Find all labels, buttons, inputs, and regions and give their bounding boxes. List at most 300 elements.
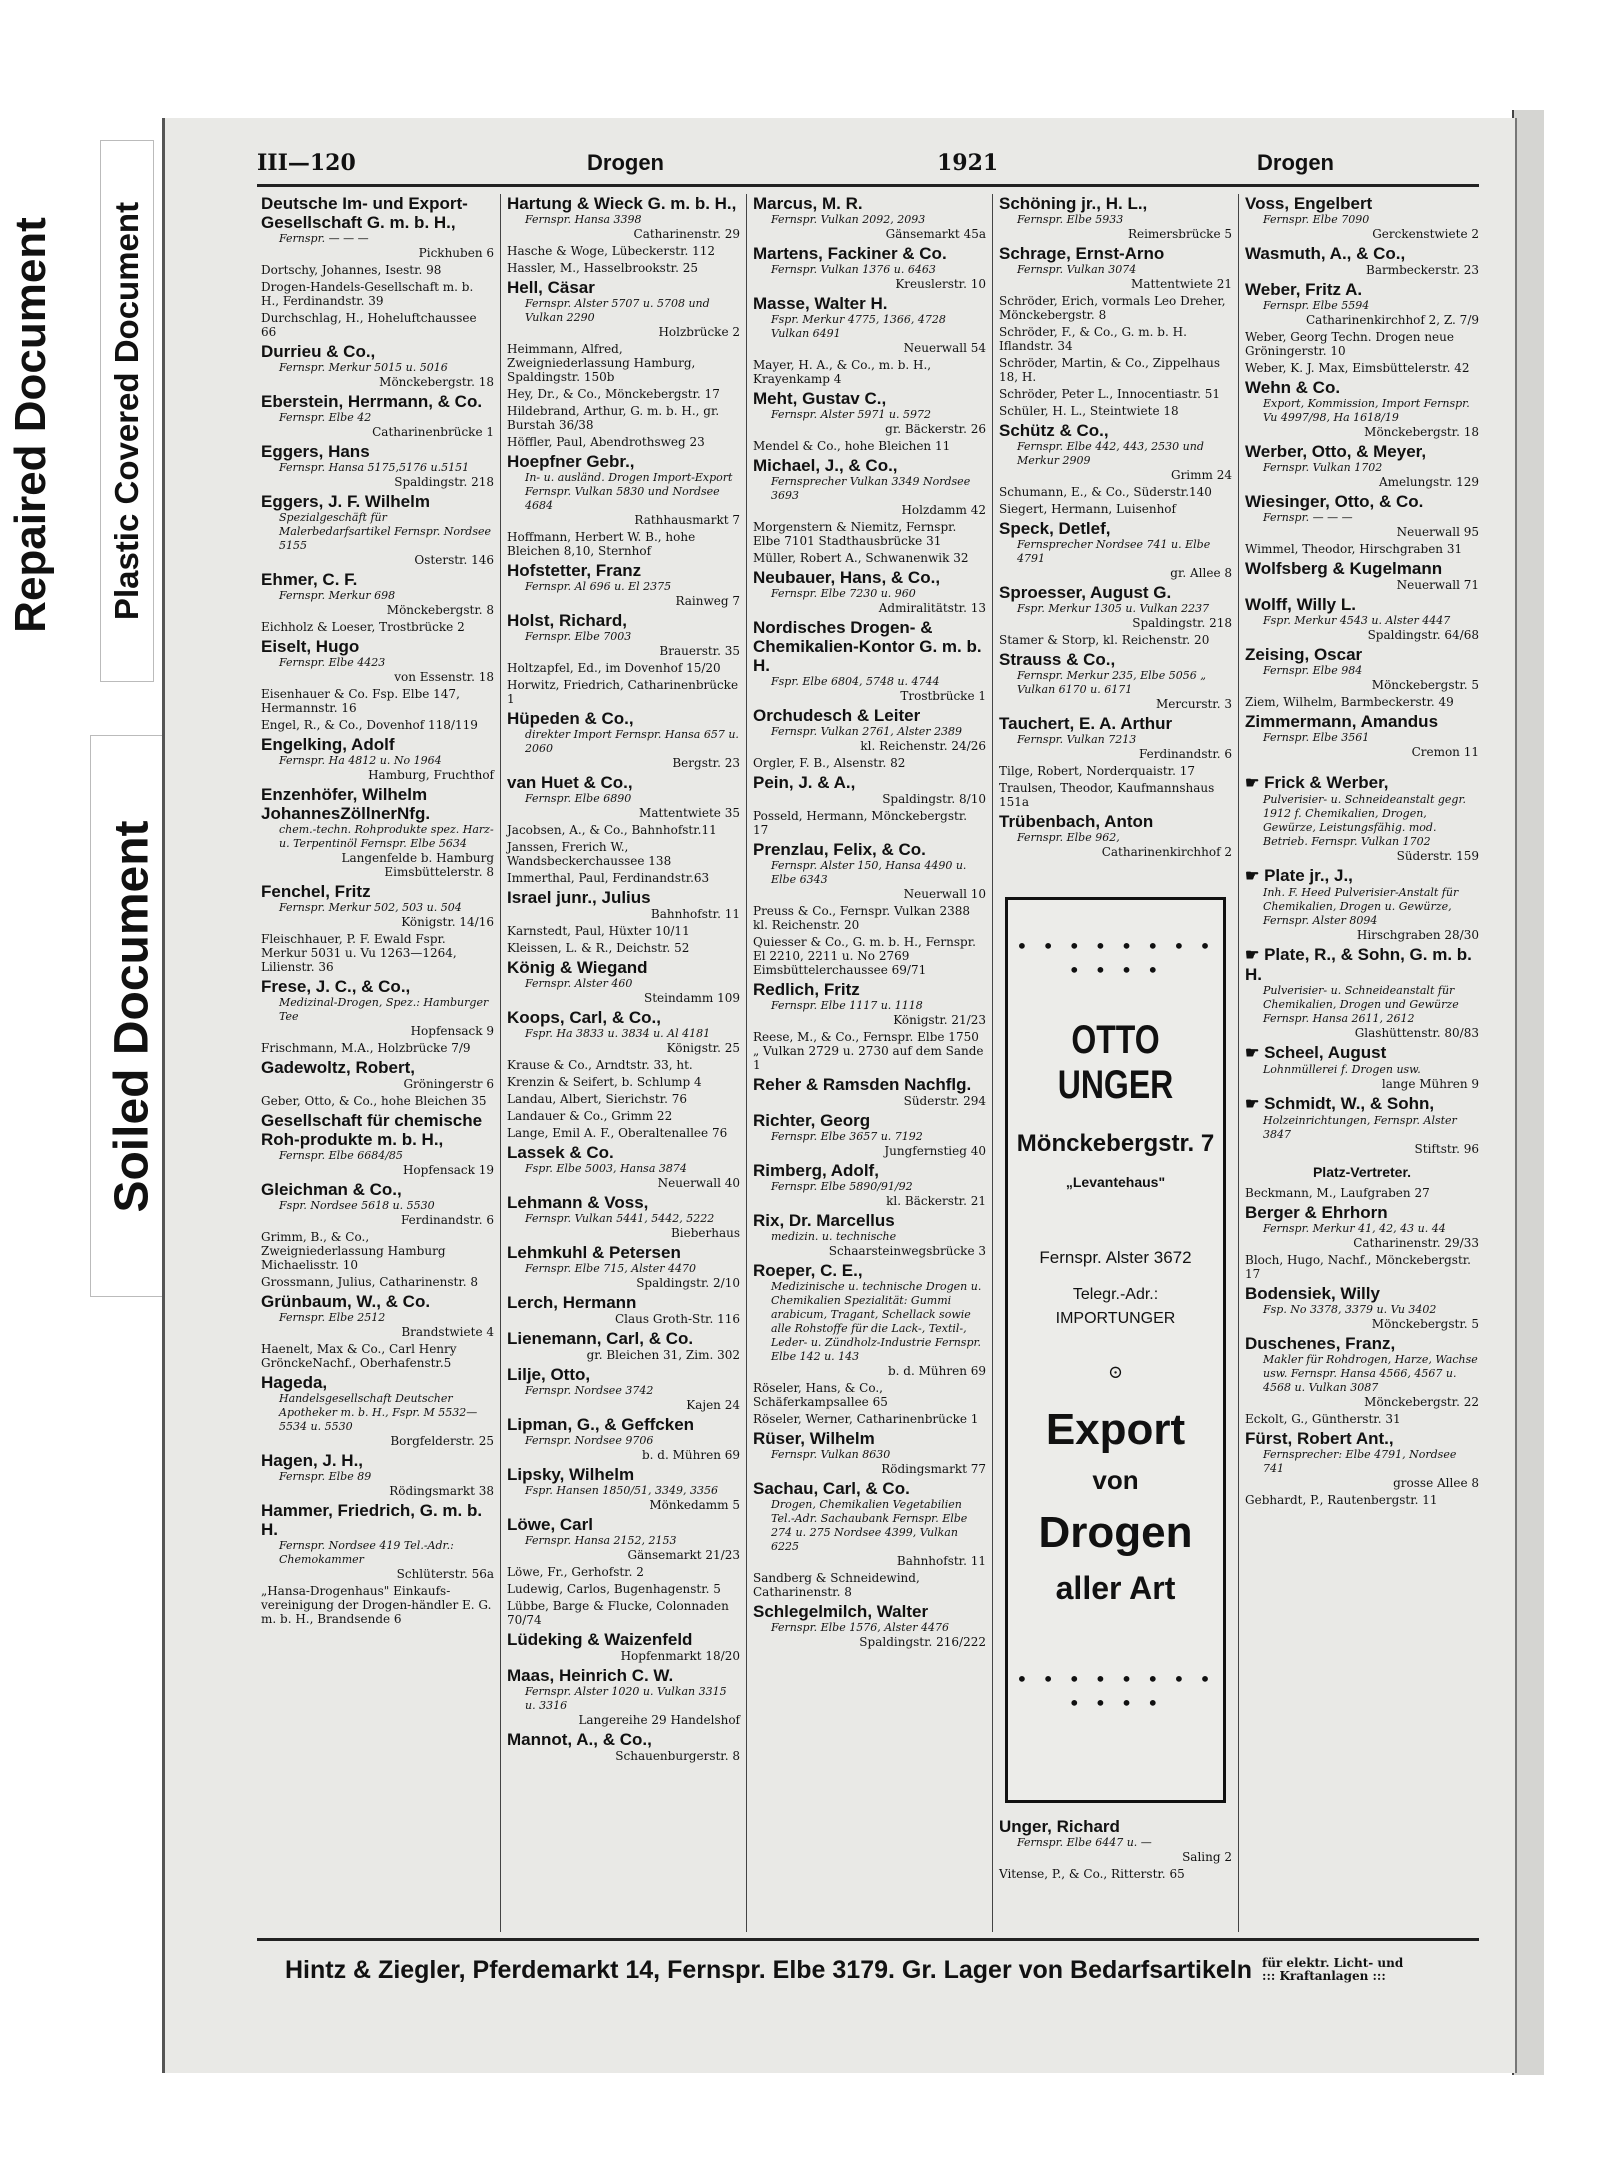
entry-phone: Export, Kommission, Import Fernspr. Vu 4997/98, Ha 1618/19 <box>1263 397 1470 424</box>
directory-entry <box>261 1275 494 1289</box>
entry-address: Mönckebergstr. 5 <box>1371 1317 1479 1331</box>
entry-address: Admiralitätstr. 13 <box>878 601 986 615</box>
entry-phone: Fernspr. Vulkan 2761, Alster 2389 <box>771 725 963 738</box>
directory-entry <box>1245 330 1479 358</box>
entry-phone: Fernspr. Alster 5707 u. 5708 und Vulkan 2290 <box>525 297 710 324</box>
directory-entry <box>507 530 740 558</box>
entry-name <box>1245 945 1479 984</box>
column-5-agents <box>1245 1186 1479 1507</box>
directory-entry <box>753 1261 986 1378</box>
entry-name: Fenchel, Fritz <box>261 882 371 901</box>
entry-phone: Fernspr. Elbe 2512 <box>279 1311 386 1324</box>
directory-entry <box>261 442 494 489</box>
directory-entry <box>507 1293 740 1326</box>
directory-entry <box>999 781 1232 809</box>
entry-address: Trostbrücke 1 <box>900 689 986 703</box>
entry-name: Schöning jr., H. L., <box>999 194 1148 213</box>
entry-phone: Fernspr. Elbe 984 <box>1263 664 1363 677</box>
entry-phone: Fernspr. Nordsee 9706 <box>525 1434 654 1447</box>
entry-line: Ludewig, Carlos, Bugenhagenstr. 5 <box>507 1582 721 1596</box>
entry-address: Stiftstr. 96 <box>1414 1142 1479 1156</box>
directory-entry <box>753 568 986 615</box>
entry-line: Höffler, Paul, Abendrothsweg 23 <box>507 435 705 449</box>
pointing-hand-icon: ☛ <box>1245 868 1260 885</box>
entry-address: kl. Reichenstr. 24/26 <box>860 739 986 753</box>
entry-phone: Fernspr. Al 696 u. El 2375 <box>525 580 672 593</box>
entry-address: Catharinenstr. 29/33 <box>1353 1236 1479 1250</box>
entry-line: Schumann, E., & Co., Süderstr.140 <box>999 485 1212 499</box>
entry-name: Hofstetter, Franz <box>507 561 642 580</box>
entry-address: Pickhuben 6 <box>418 246 494 260</box>
directory-entry <box>999 502 1232 516</box>
entry-name: Engelking, Adolf <box>261 735 395 754</box>
columns <box>255 194 1485 1932</box>
ad-street: Mönckebergstr. 7 <box>1016 1130 1215 1157</box>
entry-phone: Fernspr. Vulkan 2092, 2093 <box>771 213 926 226</box>
directory-entry <box>507 709 740 770</box>
entry-address: Kreuslerstr. 10 <box>895 277 986 291</box>
section-title-right: Drogen <box>1257 150 1334 175</box>
entry-line: Heimmann, Alfred, Zweigniederlassung Hamburg, Spaldingstr. 150b <box>507 342 696 384</box>
entry-line: Beckmann, M., Laufgraben 27 <box>1245 1186 1430 1200</box>
entry-address: Brauerstr. 35 <box>659 644 740 658</box>
directory-entry <box>261 735 494 782</box>
directory-entry <box>1245 1043 1479 1091</box>
directory-entry <box>261 1501 494 1581</box>
directory-entry <box>753 773 986 806</box>
entry-line: Hassler, M., Hasselbrookstr. 25 <box>507 261 698 275</box>
directory-entry <box>507 1143 740 1190</box>
entry-phone: Fernspr. Elbe 962, <box>1017 831 1120 844</box>
entry-line: Sandberg & Schneidewind, Catharinenstr. 8 <box>753 1571 920 1599</box>
directory-entry <box>507 1365 740 1412</box>
entry-name: Orchudesch & Leiter <box>753 706 921 725</box>
entry-address: kl. Bäckerstr. 21 <box>886 1194 986 1208</box>
column-2 <box>501 194 747 1932</box>
directory-entry <box>507 1465 740 1512</box>
entry-phone: Fernspr. Vulkan 7213 <box>1017 733 1137 746</box>
entry-address: Catharinenstr. 29 <box>633 227 740 241</box>
entry-address: Catharinenkirchhof 2 <box>1101 845 1232 859</box>
entry-line: Kleissen, L. & R., Deichstr. 52 <box>507 941 690 955</box>
entry-line: Holtzapfel, Ed., im Dovenhof 15/20 <box>507 661 721 675</box>
entry-name: Fürst, Robert Ant., <box>1245 1429 1394 1448</box>
entry-address: Brandstwiete 4 <box>401 1325 494 1339</box>
entry-name: Strauss & Co., <box>999 650 1116 669</box>
entry-line: Weber, K. J. Max, Eimsbüttelerstr. 42 <box>1245 361 1470 375</box>
directory-entry <box>261 392 494 439</box>
entry-name: Neubauer, Hans, & Co., <box>753 568 941 587</box>
entry-name-text: Frick & Werber, <box>1264 773 1389 792</box>
entry-name: Lassek & Co. <box>507 1143 614 1162</box>
entry-line: Krenzin & Seifert, b. Schlump 4 <box>507 1075 702 1089</box>
entry-name: Voss, Engelbert <box>1245 194 1373 213</box>
entry-address: Spaldingstr. 216/222 <box>859 1635 986 1649</box>
directory-entry <box>999 325 1232 353</box>
entry-name: Rix, Dr. Marcellus <box>753 1211 895 1230</box>
entry-phone: Fernspr. Elbe 7003 <box>525 630 632 643</box>
entry-address: Rathhausmarkt 7 <box>634 513 740 527</box>
entry-address: Spaldingstr. 2/10 <box>636 1276 740 1290</box>
entry-line: Bloch, Hugo, Nachf., Mönckebergstr. 17 <box>1245 1253 1471 1281</box>
directory-entry <box>1245 1284 1479 1331</box>
entry-phone: Fernspr. Nordsee 419 Tel.-Adr.: Chemokammer <box>279 1539 454 1566</box>
entry-phone: Fernspr. Vulkan 3074 <box>1017 263 1137 276</box>
directory-entry <box>999 387 1232 401</box>
entry-name: Schlegelmilch, Walter <box>753 1602 929 1621</box>
entry-name: Werber, Otto, & Meyer, <box>1245 442 1427 461</box>
directory-entry <box>1245 1253 1479 1281</box>
entry-name: Holst, Richard, <box>507 611 627 630</box>
directory-entry <box>753 840 986 901</box>
entry-phone: Holzeinrichtungen, Fernspr. Alster 3847 <box>1263 1114 1457 1141</box>
entry-phone: Fspr. Nordsee 5618 u. 5530 <box>279 1199 435 1212</box>
entry-name: Lerch, Hermann <box>507 1293 637 1312</box>
entry-phone: Fernsprecher: Elbe 4791, Nordsee 741 <box>1263 1448 1457 1475</box>
column-4-entries-after-ad <box>999 1817 1232 1881</box>
entry-address: Claus Groth-Str. 116 <box>614 1312 740 1326</box>
directory-entry <box>507 1599 740 1627</box>
entry-address: Osterstr. 146 <box>414 553 494 567</box>
directory-entry <box>753 439 986 453</box>
entry-line: Schüler, H. L., Steintwiete 18 <box>999 404 1179 418</box>
directory-entry <box>507 1515 740 1562</box>
entry-line: Gebhardt, P., Rautenbergstr. 11 <box>1245 1493 1438 1507</box>
page-number: III—120 <box>257 150 356 176</box>
entry-line: Schröder, F., & Co., G. m. b. H. Iflandstr. 34 <box>999 325 1187 353</box>
entry-name: Meht, Gustav C., <box>753 389 887 408</box>
directory-entry <box>1245 1094 1479 1156</box>
directory-entry <box>507 1730 740 1763</box>
entry-line: Hasche & Woge, Lübeckerstr. 112 <box>507 244 716 258</box>
entry-phone: Fsp. No 3378, 3379 u. Vu 3402 <box>1263 1303 1437 1316</box>
entry-name: Rimberg, Adolf, <box>753 1161 879 1180</box>
directory-entry <box>261 1111 494 1177</box>
entry-address: Mönkedamm 5 <box>649 1498 740 1512</box>
entry-line: Morgenstern & Niemitz, Fernspr. Elbe 7101 Stadthausbrücke 31 <box>753 520 957 548</box>
entry-phone: Fernspr. Alster 150, Hansa 4490 u. Elbe 6343 <box>771 859 967 886</box>
footer-rule <box>257 1938 1479 1941</box>
entry-line: Traulsen, Theodor, Kaufmannshaus 151a <box>999 781 1215 809</box>
directory-entry <box>507 1582 740 1596</box>
entry-phone: Fernspr. Merkur 235, Elbe 5056 „ Vulkan 6170 u. 6171 <box>1017 669 1206 696</box>
directory-entry <box>1245 1334 1479 1409</box>
entry-line: Immerthal, Paul, Ferdinandstr.63 <box>507 871 710 885</box>
entry-name: Schrage, Ernst-Arno <box>999 244 1165 263</box>
entry-name <box>1245 773 1479 793</box>
entry-name: Hell, Cäsar <box>507 278 595 297</box>
entry-name: Zeising, Oscar <box>1245 645 1363 664</box>
entry-line: Löwe, Fr., Gerhofstr. 2 <box>507 1565 644 1579</box>
entry-line: Hey, Dr., & Co., Mönckebergstr. 17 <box>507 387 720 401</box>
directory-entry <box>507 244 740 258</box>
entry-name: Hartung & Wieck G. m. b. H., <box>507 194 737 213</box>
directory-entry <box>507 611 740 658</box>
entry-address: b. d. Mühren 69 <box>641 1448 740 1462</box>
column-3 <box>747 194 993 1932</box>
entry-address: Süderstr. 159 <box>1396 849 1479 863</box>
entry-address: Hamburg, Fruchthof <box>368 768 494 782</box>
entry-line: Schröder, Martin, & Co., Zippelhaus 18, H. <box>999 356 1221 384</box>
directory-entry <box>507 924 740 938</box>
directory-entry <box>507 1630 740 1663</box>
entry-address: Ferdinandstr. 6 <box>401 1213 494 1227</box>
directory-entry <box>999 650 1232 711</box>
entry-line: Horwitz, Friedrich, Catharinenbrücke 1 <box>507 678 739 706</box>
entry-address: Mattentwiete 35 <box>639 806 740 820</box>
entry-phone: Handelsgesellschaft Deutscher Apotheker m. b. H., Fspr. M 5532—5534 u. 5530 <box>279 1392 478 1433</box>
directory-entry <box>261 1292 494 1339</box>
entry-address: Bieberhaus <box>670 1226 740 1240</box>
ad-company-name: OTTO UNGER <box>1057 1018 1174 1107</box>
entry-name: Eberstein, Herrmann, & Co. <box>261 392 483 411</box>
entry-address: Mönckebergstr. 18 <box>1364 425 1479 439</box>
entry-name: Ehmer, C. F. <box>261 570 358 589</box>
entry-address: Jungfernstieg 40 <box>884 1144 986 1158</box>
directory-entry <box>753 1602 986 1649</box>
entry-address: Schlüterstr. 56a <box>396 1567 494 1581</box>
directory-entry <box>1245 1412 1479 1426</box>
directory-entry <box>999 812 1232 859</box>
entry-address: Neuerwall 95 <box>1396 525 1479 539</box>
ad-von: von <box>1092 1465 1139 1495</box>
pointing-hand-icon: ☛ <box>1245 1045 1260 1062</box>
directory-entry <box>999 519 1232 580</box>
entry-address: Glashüttenstr. 80/83 <box>1354 1026 1479 1040</box>
directory-entry <box>753 194 986 241</box>
entry-line: Jacobsen, A., & Co., Bahnhofstr.11 <box>507 823 717 837</box>
entry-name: Wasmuth, A., & Co., <box>1245 244 1406 263</box>
entry-line: Drogen-Handels-Gesellschaft m. b. H., Ferdinandstr. 39 <box>261 280 474 308</box>
directory-entry <box>507 561 740 608</box>
entry-address: Catharinenkirchhof 2, Z. 7/9 <box>1305 313 1479 327</box>
entry-name <box>1245 1043 1479 1063</box>
ad-dots-top: • • • • • • • • • • • • <box>1016 934 1215 982</box>
entry-name: Hageda, <box>261 1373 328 1392</box>
directory-entry <box>261 1230 494 1272</box>
entry-phone: Fernspr. Alster 1020 u. Vulkan 3315 u. 3316 <box>525 1685 727 1712</box>
entry-line: Engel, R., & Co., Dovenhof 118/119 <box>261 718 478 732</box>
footer-ad-main: Hintz & Ziegler, Pferdemarkt 14, Fernspr. Elbe 3179. Gr. Lager von Bedarfsartikeln <box>285 1955 1253 1984</box>
directory-entry <box>261 637 494 684</box>
entry-line: Hildebrand, Arthur, G. m. b. H., gr. Burstah 36/38 <box>507 404 720 432</box>
entry-name-text: Plate, R., & Sohn, G. m. b. H. <box>1245 945 1472 984</box>
entry-address: Spaldingstr. 64/68 <box>1367 628 1479 642</box>
entry-line: Reese, M., & Co., Fernspr. Elbe 1750 „ Vulkan 2729 u. 2730 auf dem Sande 1 <box>753 1030 984 1072</box>
directory-entry <box>753 389 986 436</box>
entry-line: Weber, Georg Techn. Drogen neue Gröningerstr. 10 <box>1245 330 1454 358</box>
entry-phone: Fspr. Hansen 1850/51, 3349, 3356 <box>525 1484 719 1497</box>
entry-name: Trübenbach, Anton <box>999 812 1154 831</box>
entry-address: Spaldingstr. 218 <box>1132 616 1232 630</box>
directory-entry <box>261 342 494 389</box>
entry-phone: Fernspr. — — — <box>279 232 369 245</box>
directory-entry <box>507 1126 740 1140</box>
directory-entry <box>261 1180 494 1227</box>
directory-entry <box>507 342 740 384</box>
directory-entry <box>507 871 740 885</box>
column-5-ads <box>1245 773 1479 1156</box>
directory-entry <box>261 620 494 634</box>
entry-phone: Fspr. Merkur 4543 u. Alster 4447 <box>1263 614 1451 627</box>
entry-phone: Fernspr. Elbe 6890 <box>525 792 632 805</box>
directory-entry <box>507 1075 740 1089</box>
entry-phone: Pulverisier- u. Schneideanstalt für Chemikalien, Drogen und Gewürze Fernspr. Hansa 2611, 2612 <box>1263 984 1459 1025</box>
directory-entry <box>753 1381 986 1409</box>
column-1 <box>255 194 501 1932</box>
entry-line: Landauer & Co., Grimm 22 <box>507 1109 673 1123</box>
entry-name: Lüdeking & Waizenfeld <box>507 1630 693 1649</box>
directory-entry <box>1245 695 1479 709</box>
entry-address: Holzbrücke 2 <box>658 325 740 339</box>
entry-address: Ferdinandstr. 6 <box>1139 747 1232 761</box>
repaired-document-label: Repaired Document <box>0 165 62 685</box>
entry-phone: Fernspr. Elbe 5933 <box>1017 213 1124 226</box>
header-rule <box>257 184 1479 187</box>
entry-name-text: Schmidt, W., & Sohn, <box>1264 1094 1435 1113</box>
entry-phone: Fernsprecher Vulkan 3349 Nordsee 3693 <box>771 475 971 502</box>
entry-name <box>1245 866 1479 886</box>
entry-phone: Lohnmüllerei f. Drogen usw. <box>1263 1063 1421 1076</box>
entry-address: Süderstr. 294 <box>903 1094 986 1108</box>
entry-name: Lehmkuhl & Petersen <box>507 1243 681 1262</box>
directory-entry <box>1245 194 1479 241</box>
directory-entry <box>261 1373 494 1448</box>
otto-unger-advertisement <box>1005 897 1226 1803</box>
entry-name: Prenzlau, Felix, & Co. <box>753 840 926 859</box>
entry-line: Durchschlag, H., Hoheluftchaussee 66 <box>261 311 477 339</box>
directory-entry <box>753 358 986 386</box>
entry-name: Enzenhöfer, Wilhelm JohannesZöllnerNfg. <box>261 785 431 823</box>
directory-entry <box>507 387 740 401</box>
entry-phone: Fernspr. Elbe 1576, Alster 4476 <box>771 1621 949 1634</box>
directory-entry <box>999 404 1232 418</box>
entry-name: Marcus, M. R. <box>753 194 863 213</box>
entry-name: Weber, Fritz A. <box>1245 280 1363 299</box>
entry-name: Wehn & Co. <box>1245 378 1341 397</box>
entry-address: Hopfenmarkt 18/20 <box>620 1649 740 1663</box>
entry-address: Barmbeckerstr. 23 <box>1366 263 1479 277</box>
entry-name-text: Plate jr., J., <box>1264 866 1353 885</box>
entry-name: Lienemann, Carl, & Co. <box>507 1329 694 1348</box>
entry-line: Vitense, P., & Co., Ritterstr. 65 <box>999 1867 1185 1881</box>
directory-entry <box>507 941 740 955</box>
directory-entry <box>1245 945 1479 1040</box>
directory-entry <box>1245 773 1479 863</box>
entry-address: von Essenstr. 18 <box>394 670 494 684</box>
entry-address: Rödingsmarkt 38 <box>389 1484 494 1498</box>
directory-entry <box>1245 1203 1479 1250</box>
entry-address: Saling 2 <box>1182 1850 1232 1864</box>
directory-entry <box>1245 361 1479 375</box>
directory-entry <box>999 294 1232 322</box>
entry-name: van Huet & Co., <box>507 773 633 792</box>
entry-phone: Fernspr. Elbe 5594 <box>1263 299 1370 312</box>
directory-entry <box>261 492 494 567</box>
directory-entry <box>753 935 986 977</box>
directory-entry <box>753 1211 986 1258</box>
entry-phone: Inh. F. Heed Pulverisier-Anstalt für Chemikalien, Drogen u. Gewürze, Fernspr. Alster 8094 <box>1263 886 1459 927</box>
directory-entry <box>261 882 494 929</box>
directory-entry <box>507 823 740 837</box>
page-header <box>257 150 1477 180</box>
entry-address: Mönckebergstr. 22 <box>1364 1395 1479 1409</box>
entry-address: grosse Allee 8 <box>1393 1476 1479 1490</box>
entry-phone: Fspr. Elbe 6804, 5748 u. 4744 <box>771 675 940 688</box>
entry-phone: Medizinal-Drogen, Spez.: Hamburger Tee <box>279 996 489 1023</box>
entry-name: Grünbaum, W., & Co. <box>261 1292 431 1311</box>
pointing-hand-icon: ☛ <box>1245 1096 1260 1113</box>
entry-phone: Fernspr. Elbe 715, Alster 4470 <box>525 1262 696 1275</box>
directory-entry <box>999 421 1232 482</box>
directory-entry <box>1245 1186 1479 1200</box>
entry-address: Königstr. 21/23 <box>893 1013 986 1027</box>
entry-phone: Fernspr. Hansa 2152, 2153 <box>525 1534 677 1547</box>
entry-phone: Pulverisier- u. Schneideanstalt gegr. 1912 f. Chemikalien, Drogen, Gewürze, Leistungsfähig. mod. Betrieb. Fernspr. Vulkan 1702 <box>1263 793 1467 848</box>
directory-entry <box>507 1058 740 1072</box>
entry-phone: Fspr. Merkur 4775, 1366, 4728 Vulkan 6491 <box>771 313 946 340</box>
entry-phone: Makler für Rohdrogen, Harze, Wachse usw. Fernspr. Hansa 4566, 4567 u. 4568 u. Vulkan 3087 <box>1263 1353 1478 1394</box>
entry-line: Lübbe, Barge & Flucke, Colonnaden 70/74 <box>507 1599 729 1627</box>
entry-name: Lipman, G., & Geffcken <box>507 1415 695 1434</box>
entry-line: Frischmann, M.A., Holzbrücke 7/9 <box>261 1041 471 1055</box>
directory-entry <box>999 714 1232 761</box>
entry-address: Langereihe 29 Handelshof <box>578 1713 740 1727</box>
entry-phone: Fernspr. Merkur 5015 u. 5016 <box>279 361 448 374</box>
entry-name: Gadewoltz, Robert, <box>261 1058 415 1077</box>
directory-entry <box>261 977 494 1038</box>
section-title-left: Drogen <box>587 150 664 175</box>
directory-entry <box>753 618 986 703</box>
entry-address: Spaldingstr. 8/10 <box>882 792 986 806</box>
entry-address: Königstr. 25 <box>666 1041 740 1055</box>
ad-dots-bottom: • • • • • • • • • • • • <box>1016 1667 1215 1715</box>
pointing-hand-icon: ☛ <box>1245 775 1260 792</box>
entry-line: Eckolt, G., Güntherstr. 31 <box>1245 1412 1401 1426</box>
ad-aller-art: aller Art <box>1055 1570 1176 1606</box>
entry-name: Wiesinger, Otto, & Co. <box>1245 492 1424 511</box>
entry-name: Durrieu & Co., <box>261 342 376 361</box>
ad-building: „Levantehaus" <box>1065 1174 1166 1190</box>
entry-phone: Fernspr. Merkur 41, 42, 43 u. 44 <box>1263 1222 1446 1235</box>
entry-line: Janssen, Frerich W., Wandsbeckerchaussee 138 <box>507 840 672 868</box>
directory-entry <box>753 1429 986 1476</box>
directory-entry <box>261 311 494 339</box>
entry-line: Orgler, F. B., Alsenstr. 82 <box>753 756 906 770</box>
entry-line: Posseld, Hermann, Mönckebergstr. 17 <box>753 809 968 837</box>
ad-phone: Fernspr. Alster 3672 <box>1039 1248 1192 1267</box>
directory-entry <box>753 244 986 291</box>
entry-line: Mendel & Co., hohe Bleichen 11 <box>753 439 951 453</box>
directory-entry <box>507 840 740 868</box>
ad-telegram-label: Telegr.-Adr.: <box>1072 1286 1159 1303</box>
entry-address: Catharinenbrücke 1 <box>372 425 494 439</box>
directory-entry <box>753 1111 986 1158</box>
directory-entry <box>507 661 740 675</box>
directory-entry <box>507 1329 740 1362</box>
entry-address: Neuerwall 10 <box>903 887 986 901</box>
entry-phone: Fspr. Ha 3833 u. 3834 u. Al 4181 <box>525 1027 711 1040</box>
entry-address: Steindamm 109 <box>643 991 740 1005</box>
entry-address: Spaldingstr. 218 <box>394 475 494 489</box>
entry-name-text: Scheel, August <box>1264 1043 1387 1062</box>
entry-line: Grossmann, Julius, Catharinenstr. 8 <box>261 1275 479 1289</box>
directory-entry <box>507 261 740 275</box>
entry-address: Gänsemarkt 21/23 <box>627 1548 740 1562</box>
directory-entry <box>1245 1493 1479 1507</box>
entry-address: Neuerwall 71 <box>1396 578 1479 592</box>
entry-address: Gerckenstwiete 2 <box>1372 227 1479 241</box>
